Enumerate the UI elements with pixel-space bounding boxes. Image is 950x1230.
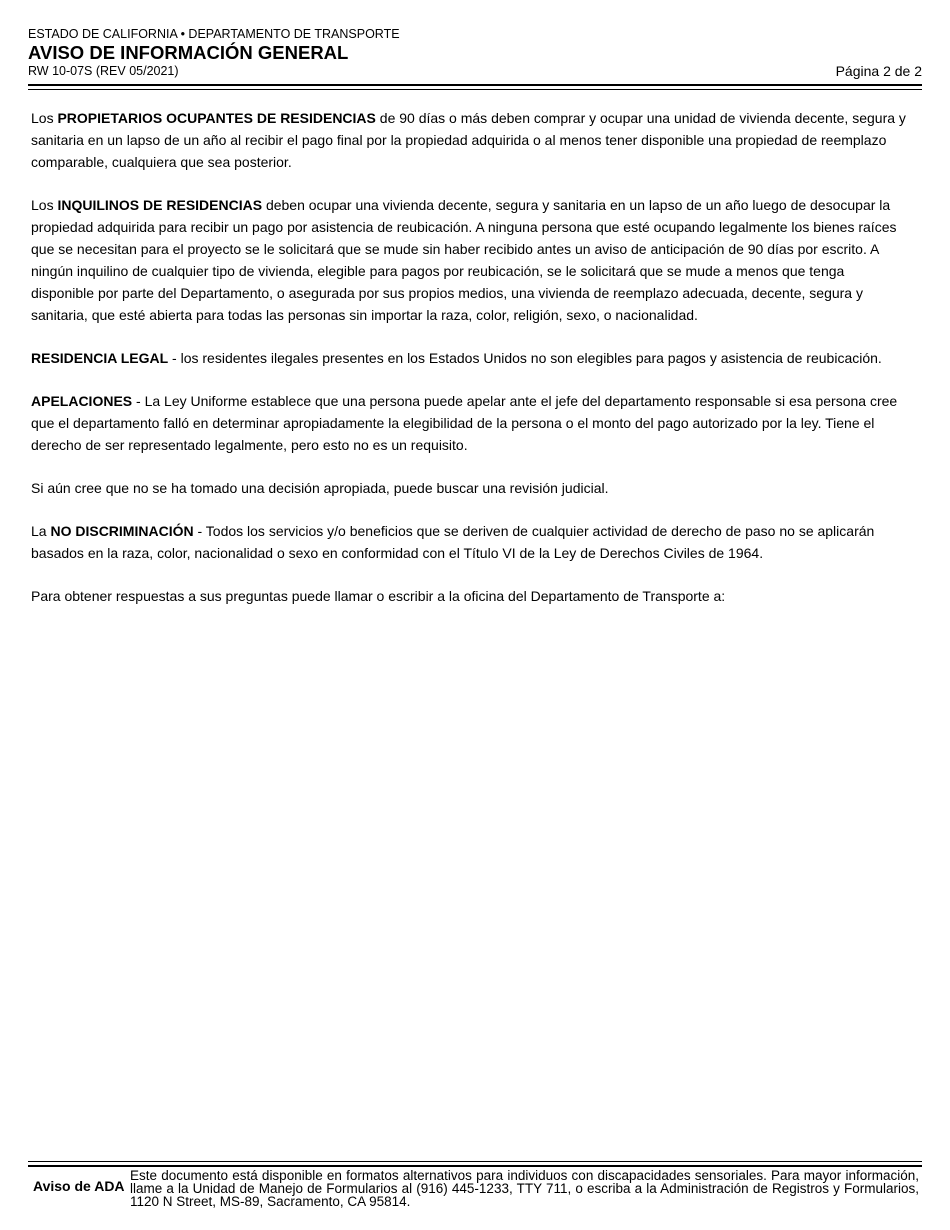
footer-rule-thin xyxy=(28,1161,922,1162)
ada-label: Aviso de ADA xyxy=(33,1178,125,1194)
paragraph-lead: La xyxy=(31,523,51,539)
page-number: Página 2 de 2 xyxy=(835,63,922,79)
paragraph-appeals xyxy=(31,390,911,456)
paragraph-text: Para obtener respuestas a sus preguntas puede llamar o escribir a la oficina del Departamento de Transporte a: xyxy=(31,588,726,604)
paragraph-text: Si aún cree que no se ha tomado una decisión apropiada, puede buscar una revisión judicial. xyxy=(31,480,609,496)
paragraph-bold-term: APELACIONES xyxy=(31,393,133,409)
paragraph-owner-occupants xyxy=(31,107,911,173)
paragraph-non-discrimination xyxy=(31,520,911,564)
form-info-row xyxy=(28,64,922,79)
paragraph-bold-term: NO DISCRIMINACIÓN xyxy=(50,523,194,539)
footer-rule-thick xyxy=(28,1165,922,1167)
ada-notice xyxy=(33,1169,919,1209)
agency-line: ESTADO DE CALIFORNIA • DEPARTAMENTO DE TRANSPORTE xyxy=(28,27,400,41)
form-number: RW 10-07S (REV 05/2021) xyxy=(28,64,179,78)
paragraph-lead: Los xyxy=(31,197,58,213)
paragraph-legal-residence xyxy=(31,347,911,369)
paragraph-text: - los residentes ilegales presentes en los Estados Unidos no son elegibles para pagos y asistencia de reubicación. xyxy=(168,350,882,366)
paragraph-tenants xyxy=(31,194,911,326)
paragraph-contact xyxy=(31,585,911,607)
document-body xyxy=(31,107,911,628)
paragraph-bold-term: RESIDENCIA LEGAL xyxy=(31,350,169,366)
paragraph-judicial-review xyxy=(31,477,911,499)
paragraph-text: - Todos los servicios y/o beneficios que se deriven de cualquier actividad de derecho de paso no se aplicarán basados en la raza, color, nacionalidad o sexo en conformidad con el Título VI de la Ley de Derechos Civiles de 1964. xyxy=(31,523,875,561)
document-title: AVISO DE INFORMACIÓN GENERAL xyxy=(28,42,349,63)
paragraph-bold-term: INQUILINOS DE RESIDENCIAS xyxy=(57,197,263,213)
header-rule-thin xyxy=(28,89,922,90)
paragraph-lead: Los xyxy=(31,110,58,126)
paragraph-text: - La Ley Uniforme establece que una persona puede apelar ante el jefe del departamento responsable si esa persona cree que el departamento falló en determinar apropiadamente la elegibilidad de la persona o el monto del pago autorizado por la ley. Tiene el derecho de ser representado legalmente, pero esto no es un requisito. xyxy=(31,393,898,453)
document-header xyxy=(28,27,922,79)
ada-text: Este documento está disponible en formatos alternativos para individuos con discapacidades sensoriales. Para mayor información, llame a la Unidad de Manejo de Formularios al (916) 445-1233, TTY 711, o escriba a la Administración de Registros y Formularios, 1120 N Street, MS-89, Sacramento, CA 95814. xyxy=(130,1169,919,1209)
paragraph-text: de 90 días o más deben comprar y ocupar una unidad de vivienda decente, segura y sanitaria en un lapso de un año al recibir el pago final por la propiedad adquirida o al menos tener disponible una propiedad de reemplazo comparable, cualquiera que sea posterior. xyxy=(31,110,906,170)
header-rule-thick xyxy=(28,84,922,86)
paragraph-bold-term: PROPIETARIOS OCUPANTES DE RESIDENCIAS xyxy=(57,110,376,126)
paragraph-text: deben ocupar una vivienda decente, segura y sanitaria en un lapso de un año luego de desocupar la propiedad adquirida para recibir un pago por asistencia de reubicación. A ninguna persona que esté ocupando legalmente los bienes raíces que se necesitan para el proyecto se le solicitará que se mude sin haber recibido antes un aviso de anticipación de 90 días por escrito. A ningún inquilino de cualquier tipo de vivienda, elegible para pagos por reubicación, se le solicitará que se mude a menos que tenga disponible por parte del Departamento, o asegurada por sus propios medios, una vivienda de reemplazo adecuada, decente, segura y sanitaria, que esté abierta para todas las personas sin importar la raza, color, religión, sexo, o nacionalidad. xyxy=(31,197,897,323)
